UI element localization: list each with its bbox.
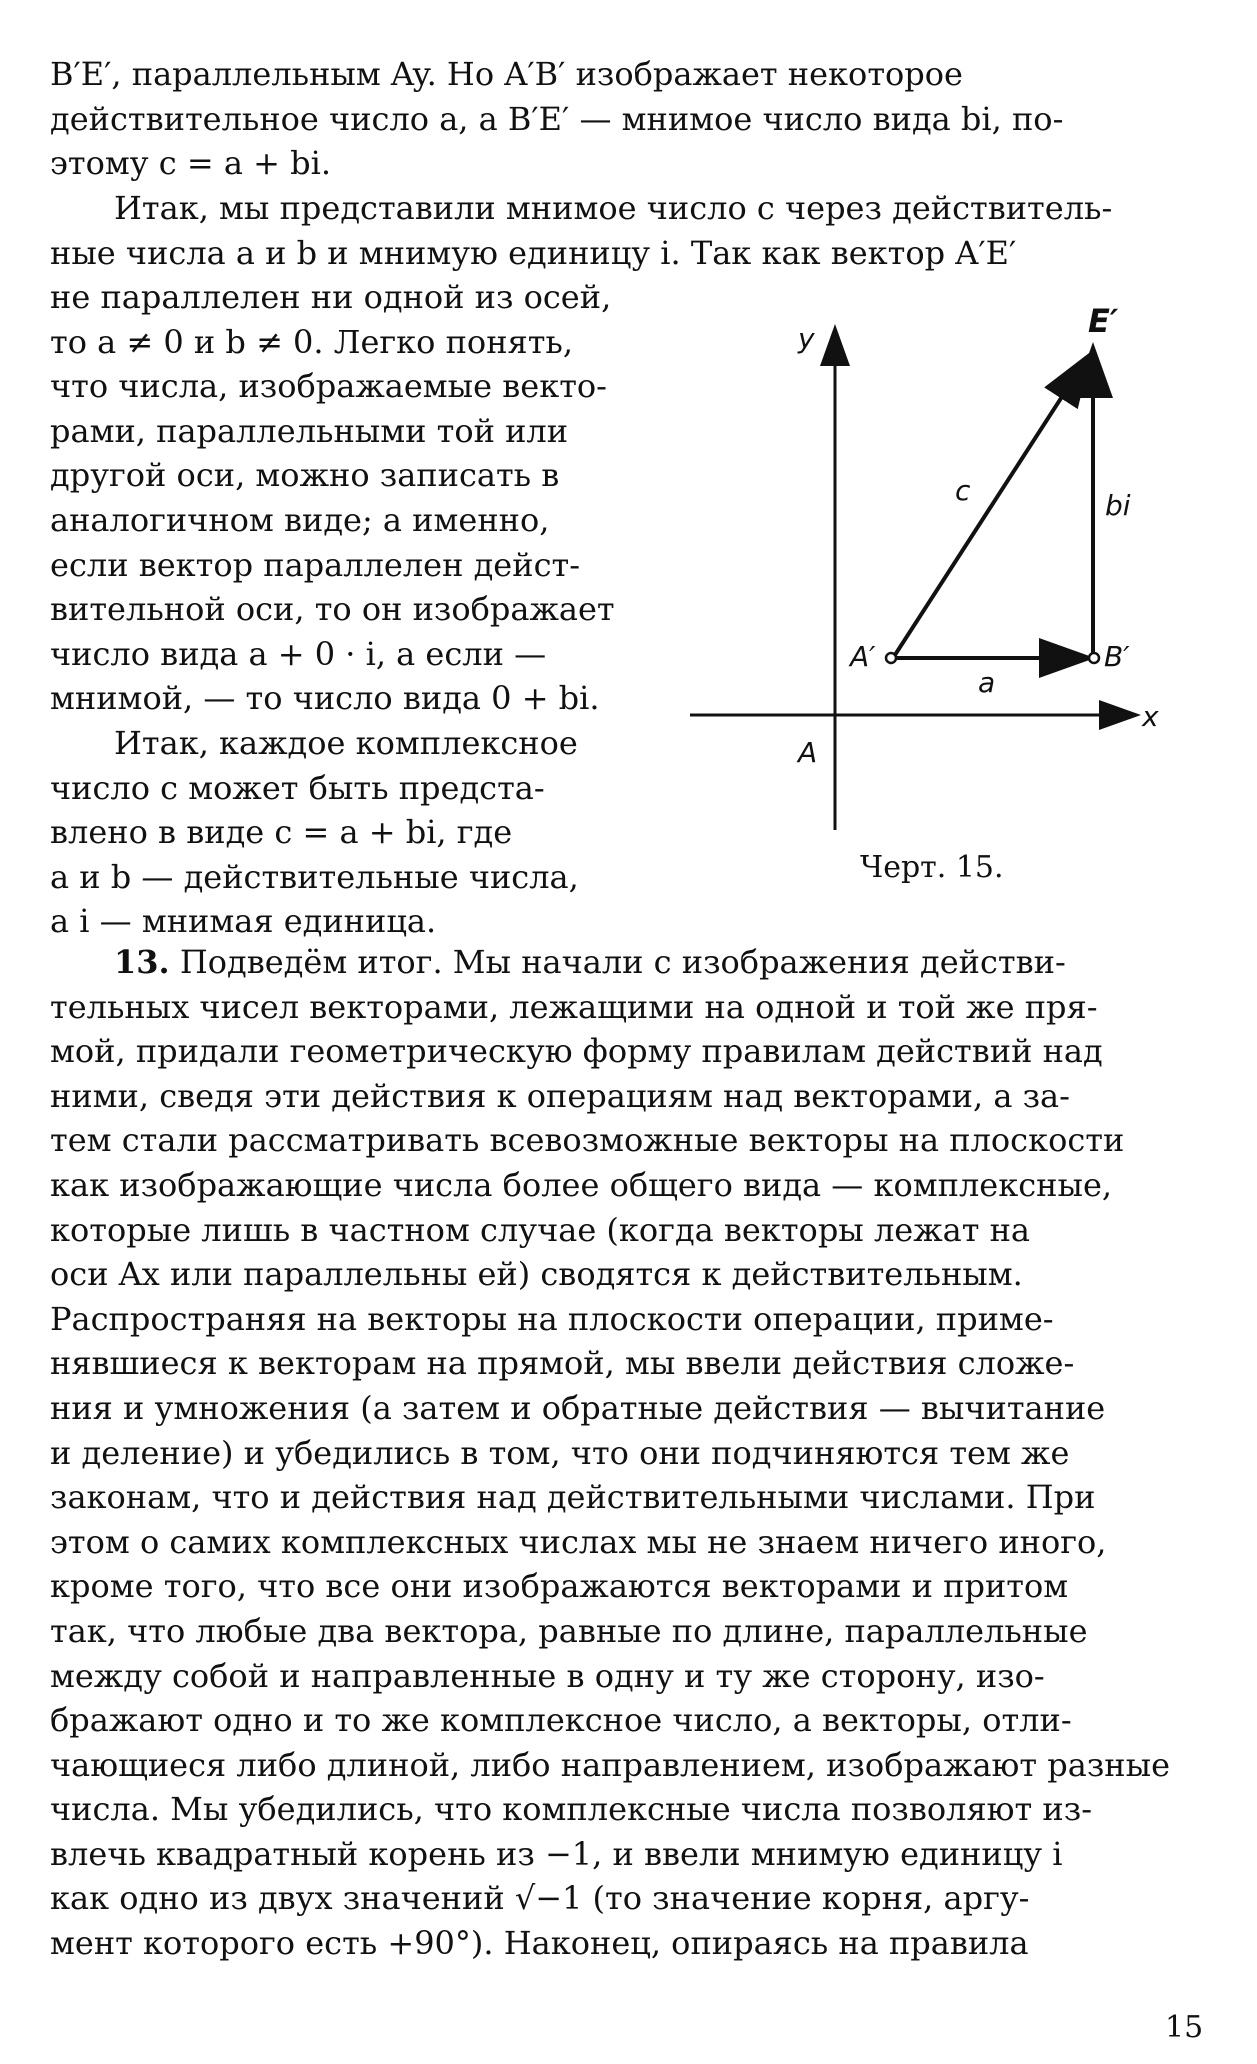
- text-line: аналогичном виде; а именно,: [50, 500, 550, 539]
- text-line: то a ≠ 0 и b ≠ 0. Легко понять,: [50, 322, 573, 361]
- text-line: нявшиеся к векторам на прямой, мы ввели действия сложе-: [50, 1344, 1075, 1383]
- text-line: a и b — действительные числа,: [50, 857, 579, 896]
- text-line: ними, сведя эти действия к операциям над векторами, а за-: [50, 1076, 1070, 1115]
- text-line: числа. Мы убедились, что комплексные числа позволяют из-: [50, 1790, 1092, 1829]
- text-line: не параллелен ни одной из осей,: [50, 278, 612, 316]
- text-line: ния и умножения (а затем и обратные действия — вычитание: [50, 1388, 1106, 1427]
- text-line: число c может быть предста-: [50, 768, 545, 807]
- text-line: влечь квадратный корень из −1, и ввели мнимую единицу i: [50, 1834, 1063, 1873]
- text-line: так, что любые два вектора, равные по длине, параллельные: [50, 1611, 1088, 1650]
- page-number: 15: [1165, 2010, 1204, 2045]
- text-line: бражают одно и то же комплексное число, а векторы, отли-: [50, 1701, 1072, 1740]
- text-line: действительное число a, а B′E′ — мнимое число вида bi, по-: [50, 99, 1064, 138]
- vector-c: [893, 358, 1087, 658]
- text-line: тельных чисел векторами, лежащими на одной и той же пря-: [50, 987, 1098, 1026]
- point-b-prime: [1089, 653, 1099, 663]
- text-line: влено в виде c = a + bi, где: [50, 813, 513, 852]
- section-number: 13.: [114, 943, 170, 981]
- text-line: этом о самих комплексных числах мы не знаем ничего иного,: [50, 1522, 1107, 1561]
- section-13: [50, 940, 1210, 1966]
- text-line: вительной оси, то он изображает: [50, 590, 615, 629]
- text-line: Итак, каждое комплексное: [114, 723, 578, 762]
- x-axis-label: x: [1142, 700, 1159, 733]
- text-line: рами, параллельными той или: [50, 411, 569, 450]
- text-line: и деление) и убедились в том, что они подчиняются тем же: [50, 1433, 1070, 1472]
- text-line: как изображающие числа более общего вида — комплексные,: [50, 1165, 1113, 1204]
- text-line: B′E′, параллельным Ay. Но A′B′ изображает некоторое: [50, 55, 963, 93]
- section-first-line: [50, 940, 1210, 985]
- vector-bi-label: bi: [1105, 489, 1131, 522]
- vector-a-label: a: [978, 666, 996, 699]
- y-axis-label: y: [798, 322, 815, 355]
- text-line: если вектор параллелен дейст-: [50, 545, 580, 584]
- text-line: a i — мнимая единица.: [50, 902, 437, 941]
- figure-caption: Черт. 15.: [860, 850, 1004, 885]
- text-line: мой, придали геометрическую форму правилам действий над: [50, 1032, 1103, 1071]
- text-line: этому c = a + bi.: [50, 144, 331, 183]
- text-line: Итак, мы представили мнимое число c через действитель-: [114, 189, 1113, 227]
- b-prime-label: B′: [1104, 640, 1130, 673]
- text-line: Подведём итог. Мы начали с изображения действи-: [179, 943, 1066, 981]
- text-line: мнимой, — то число вида 0 + bi.: [50, 679, 600, 718]
- top-paragraph: [50, 52, 1210, 186]
- paragraph-2: [50, 186, 1210, 275]
- vector-c-label: c: [955, 474, 971, 507]
- text-line: мент которого есть +90°). Наконец, опираясь на правила: [50, 1924, 1029, 1963]
- figure-15: [680, 290, 1210, 910]
- text-line: оси Ax или параллельны ей) сводятся к действительным.: [50, 1255, 1023, 1294]
- text-line: что числа, изображаемые векто-: [50, 367, 607, 406]
- text-line: между собой и направленные в одну и ту же сторону, изо-: [50, 1656, 1045, 1695]
- vector-diagram: [680, 290, 1210, 850]
- text-line: чающиеся либо длиной, либо направлением, изображают разные: [50, 1745, 1171, 1784]
- text-line: законам, что и действия над действительными числами. При: [50, 1478, 1096, 1517]
- origin-label: A: [798, 736, 818, 769]
- text-line: как одно из двух значений √−1 (то значение корня, аргу-: [50, 1879, 1030, 1918]
- text-line: число вида a + 0 · i, а если —: [50, 634, 547, 673]
- a-prime-label: A′: [850, 640, 876, 673]
- text-line: которые лишь в частном случае (когда векторы лежат на: [50, 1210, 1030, 1249]
- text-line: тем стали рассматривать всевозможные векторы на плоскости: [50, 1121, 1125, 1160]
- text-line: другой оси, можно записать в: [50, 456, 560, 495]
- text-line: ные числа a и b и мнимую единицу i. Так как вектор A′E′: [50, 233, 1017, 272]
- e-prime-label: E′: [1088, 302, 1119, 340]
- point-a-prime: [886, 653, 896, 663]
- text-line: Распространяя на векторы на плоскости операции, приме-: [50, 1299, 1054, 1338]
- text-line: кроме того, что все они изображаются векторами и притом: [50, 1567, 1069, 1606]
- wrapped-text-column: [50, 275, 630, 944]
